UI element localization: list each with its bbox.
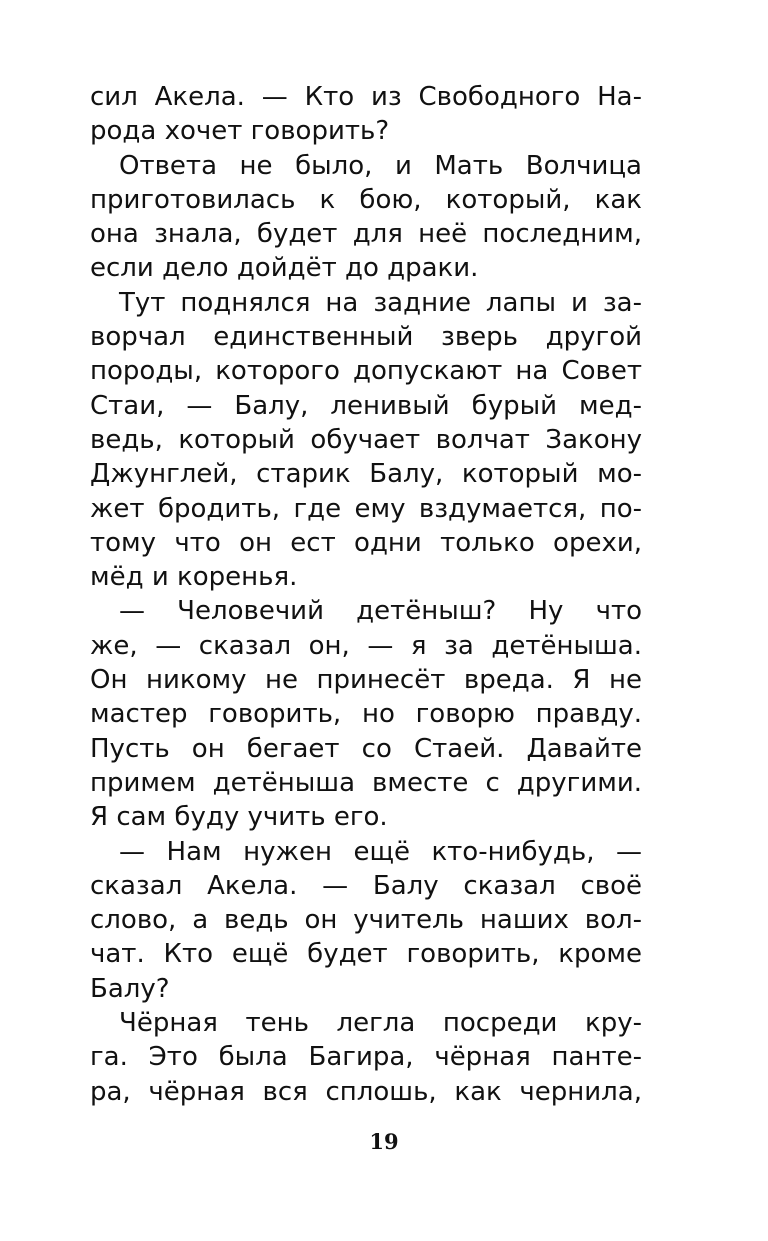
text-line: жет бродить, где ему вздумается, по- xyxy=(90,493,642,524)
text-line: — Человечий детёныш? Ну что xyxy=(119,596,642,627)
text-line: Он никому не принесёт вреда. Я не xyxy=(90,665,642,696)
text-line: ворчал единственный зверь другой xyxy=(90,322,642,353)
page-number: 19 xyxy=(369,1129,399,1154)
text-line: если дело дойдёт до драки. xyxy=(90,253,479,284)
paragraph xyxy=(90,594,642,834)
paragraph xyxy=(90,149,642,286)
text-line: приготовилась к бою, который, как xyxy=(90,184,642,215)
text-line: она знала, будет для неё последним, xyxy=(90,219,642,250)
text-line: же, — сказал он, — я за детёныша. xyxy=(90,630,642,661)
text-line: мёд и коренья. xyxy=(90,562,298,593)
text-line: Стаи, — Балу, ленивый бурый мед- xyxy=(90,390,642,421)
text-line: примем детёныша вместе с другими. xyxy=(90,767,642,798)
text-line: Джунглей, старик Балу, который мо- xyxy=(90,459,642,490)
paragraph xyxy=(90,835,642,1006)
text-line: мастер говорить, но говорю правду. xyxy=(90,699,642,730)
text-line: рода хочет говорить? xyxy=(90,116,390,147)
paragraph xyxy=(90,286,642,595)
text-line: Пусть он бегает со Стаей. Давайте xyxy=(90,733,642,764)
text-line: чат. Кто ещё будет говорить, кроме xyxy=(90,939,642,970)
text-line: сказал Акела. — Балу сказал своё xyxy=(90,870,642,901)
paragraph xyxy=(90,1006,642,1109)
text-line: породы, которого допускают на Совет xyxy=(90,356,642,387)
text-line: сил Акела. — Кто из Свободного На- xyxy=(90,82,642,112)
text-line: Ответа не было, и Мать Волчица xyxy=(119,150,642,181)
text-line: Я сам буду учить его. xyxy=(90,802,388,833)
text-line: га. Это была Багира, чёрная панте- xyxy=(90,1042,642,1073)
text-line: тому что он ест одни только орехи, xyxy=(90,527,642,558)
text-line: слово, а ведь он учитель наших вол- xyxy=(90,905,642,936)
body-text xyxy=(90,80,642,1109)
paragraph xyxy=(90,80,642,149)
text-line: Балу? xyxy=(90,973,170,1004)
text-line: ра, чёрная вся сплошь, как чернила, xyxy=(90,1076,642,1107)
text-line: Тут поднялся на задние лапы и за- xyxy=(119,287,642,318)
text-line: Чёрная тень легла посреди кру- xyxy=(119,1008,642,1039)
text-line: — Нам нужен ещё кто-нибудь, — xyxy=(119,836,642,867)
text-line: ведь, который обучает волчат Закону xyxy=(90,424,642,455)
